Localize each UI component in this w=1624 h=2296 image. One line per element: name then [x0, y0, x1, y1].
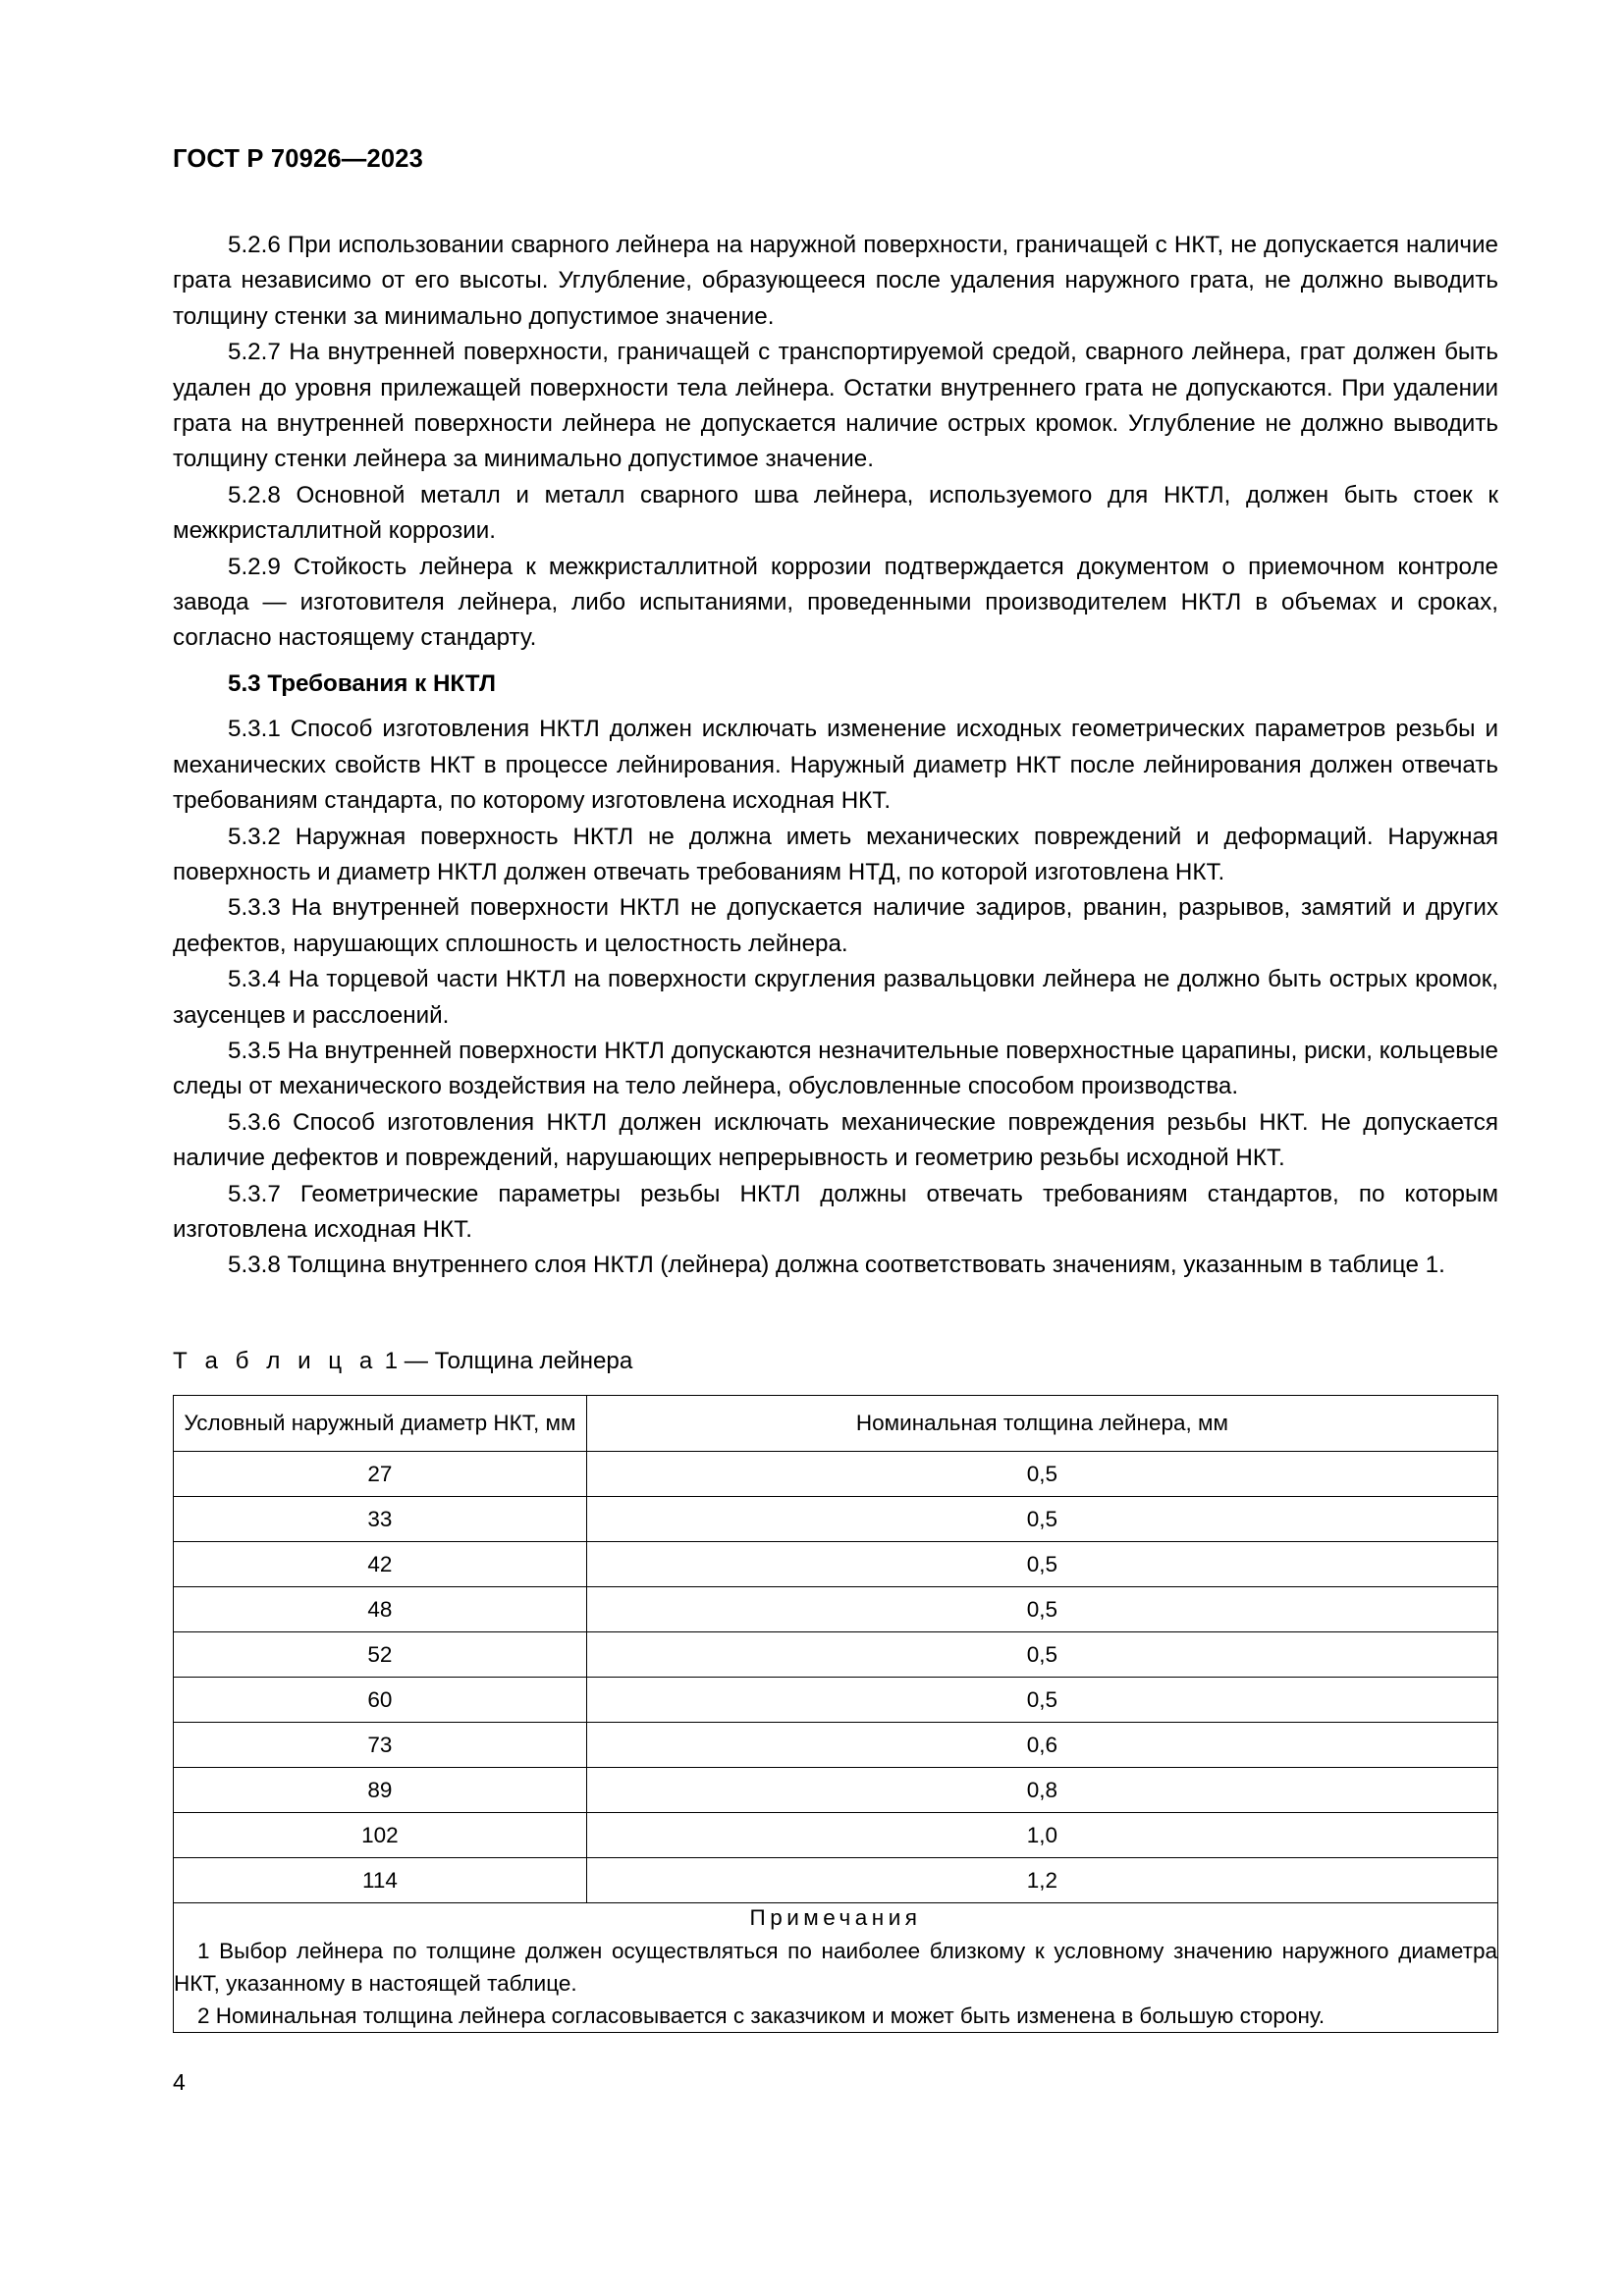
paragraph-group-53: [173, 712, 1498, 1284]
table-header-cell-diameter: Условный наружный диаметр НКТ, мм: [174, 1396, 587, 1452]
cell-thickness: 0,5: [586, 1678, 1497, 1723]
paragraph: 5.3.1 Способ изготовления НКТЛ должен исключать изменение исходных геометрических параметров резьбы и механических свойств НКТ в процессе лейнирования. Наружный диаметр НКТ после лейнирования должен отвечать требованиям стандарта, по которому изготовлена исходная НКТ.: [173, 716, 1498, 815]
table-notes-cell: [174, 1903, 1498, 2033]
cell-thickness: 0,5: [586, 1587, 1497, 1632]
table-row: [174, 1452, 1498, 1497]
table-header-cell-thickness: Номинальная толщина лейнера, мм: [586, 1396, 1497, 1452]
liner-thickness-table-wrap: [173, 1395, 1498, 2033]
notes-title: Примечания: [749, 1905, 922, 1930]
notes-list: [174, 1935, 1497, 2032]
paragraph: 5.2.7 На внутренней поверхности, граничащей с транспортируемой средой, сварного лейнера, грат должен быть удален до уровня прилежащей поверхности тела лейнера. Остатки внутреннего грата не допускаются. При удалении грата на внутренней поверхности лейнера не допускается наличие острых кромок. Углубление не должно выводить толщину стенки лейнера за минимально допустимое значение.: [173, 339, 1498, 473]
table-row: [174, 1632, 1498, 1678]
cell-thickness: 0,8: [586, 1768, 1497, 1813]
table-notes-row: [174, 1903, 1498, 2033]
cell-diameter: 27: [174, 1452, 587, 1497]
section-heading-53: 5.3 Требования к НКТЛ: [228, 669, 496, 697]
cell-thickness: 0,5: [586, 1632, 1497, 1678]
cell-diameter: 60: [174, 1678, 587, 1723]
table-row: [174, 1723, 1498, 1768]
table-caption: [173, 1347, 632, 1376]
table-header-row: [174, 1396, 1498, 1452]
cell-diameter: 102: [174, 1813, 587, 1858]
cell-thickness: 0,5: [586, 1542, 1497, 1587]
cell-diameter: 52: [174, 1632, 587, 1678]
cell-thickness: 1,2: [586, 1858, 1497, 1903]
table-head: [174, 1396, 1498, 1452]
paragraph: 5.3.7 Геометрические параметры резьбы НКТЛ должны отвечать требованиям стандартов, по которым изготовлена исходная НКТ.: [173, 1180, 1498, 1243]
table-caption-number: 1: [384, 1348, 399, 1374]
table-row: [174, 1497, 1498, 1542]
paragraph: 5.3.6 Способ изготовления НКТЛ должен исключать механические повреждения резьбы НКТ. Не допускается наличие дефектов и повреждений, нарушающих непрерывность и геометрию резьбы исходной НКТ.: [173, 1108, 1498, 1172]
cell-thickness: 0,5: [586, 1452, 1497, 1497]
table-row: [174, 1587, 1498, 1632]
paragraph: 5.2.9 Стойкость лейнера к межкристаллитной коррозии подтверждается документом о приемочном контроле завода — изготовителя лейнера, либо испытаниями, проведенными производителем НКТЛ в объемах и сроках, согласно настоящему стандарту.: [173, 553, 1498, 652]
table-foot: [174, 1903, 1498, 2033]
body-text-block: [173, 228, 1498, 1284]
paragraph: 5.3.3 На внутренней поверхности НКТЛ не допускается наличие задиров, рванин, разрывов, замятий и других дефектов, нарушающих сплошность и целостность лейнера.: [173, 894, 1498, 957]
table-caption-title: — Толщина лейнера: [404, 1348, 633, 1374]
cell-diameter: 48: [174, 1587, 587, 1632]
table-body: [174, 1452, 1498, 1903]
cell-diameter: 73: [174, 1723, 587, 1768]
note-item: 1 Выбор лейнера по толщине должен осуществляться по наиболее близкому к условному значению наружного диаметра НКТ, указанному в настоящей таблице.: [174, 1939, 1497, 1996]
cell-diameter: 42: [174, 1542, 587, 1587]
paragraph: 5.2.8 Основной металл и металл сварного шва лейнера, используемого для НКТЛ, должен быть стоек к межкристаллитной коррозии.: [173, 481, 1498, 545]
table-row: [174, 1813, 1498, 1858]
table-caption-label: Т а б л и ц а: [173, 1348, 378, 1374]
paragraph: 5.3.8 Толщина внутреннего слоя НКТЛ (лейнера) должна соответствовать значениям, указанным в таблице 1.: [228, 1252, 1445, 1279]
cell-thickness: 1,0: [586, 1813, 1497, 1858]
note-item: 2 Номинальная толщина лейнера согласовывается с заказчиком и может быть изменена в большую сторону.: [197, 2003, 1326, 2028]
paragraph: 5.3.4 На торцевой части НКТЛ на поверхности скругления развальцовки лейнера не должно быть острых кромок, заусенцев и расслоений.: [173, 966, 1498, 1029]
cell-thickness: 0,6: [586, 1723, 1497, 1768]
page-number: 4: [173, 2069, 186, 2095]
paragraph: 5.3.5 На внутренней поверхности НКТЛ допускаются незначительные поверхностные царапины, риски, кольцевые следы от механического воздействия на тело лейнера, обусловленные способом производства.: [173, 1037, 1498, 1100]
cell-thickness: 0,5: [586, 1497, 1497, 1542]
paragraph-group-52: [173, 228, 1498, 657]
paragraph: 5.3.2 Наружная поверхность НКТЛ не должна иметь механических повреждений и деформаций. Наружная поверхность и диаметр НКТЛ должен отвечать требованиям НТД, по которой изготовлена НКТ.: [173, 823, 1498, 885]
table-row: [174, 1678, 1498, 1723]
cell-diameter: 114: [174, 1858, 587, 1903]
table-row: [174, 1542, 1498, 1587]
cell-diameter: 89: [174, 1768, 587, 1813]
table-row: [174, 1768, 1498, 1813]
paragraph: 5.2.6 При использовании сварного лейнера на наружной поверхности, граничащей с НКТ, не допускается наличие грата независимо от его высоты. Углубление, образующееся после удаления наружного грата, не должно выводить толщину стенки за минимально допустимое значение.: [173, 232, 1498, 330]
table-row: [174, 1858, 1498, 1903]
cell-diameter: 33: [174, 1497, 587, 1542]
liner-thickness-table: [173, 1395, 1498, 2033]
document-header: ГОСТ Р 70926—2023: [173, 145, 424, 173]
